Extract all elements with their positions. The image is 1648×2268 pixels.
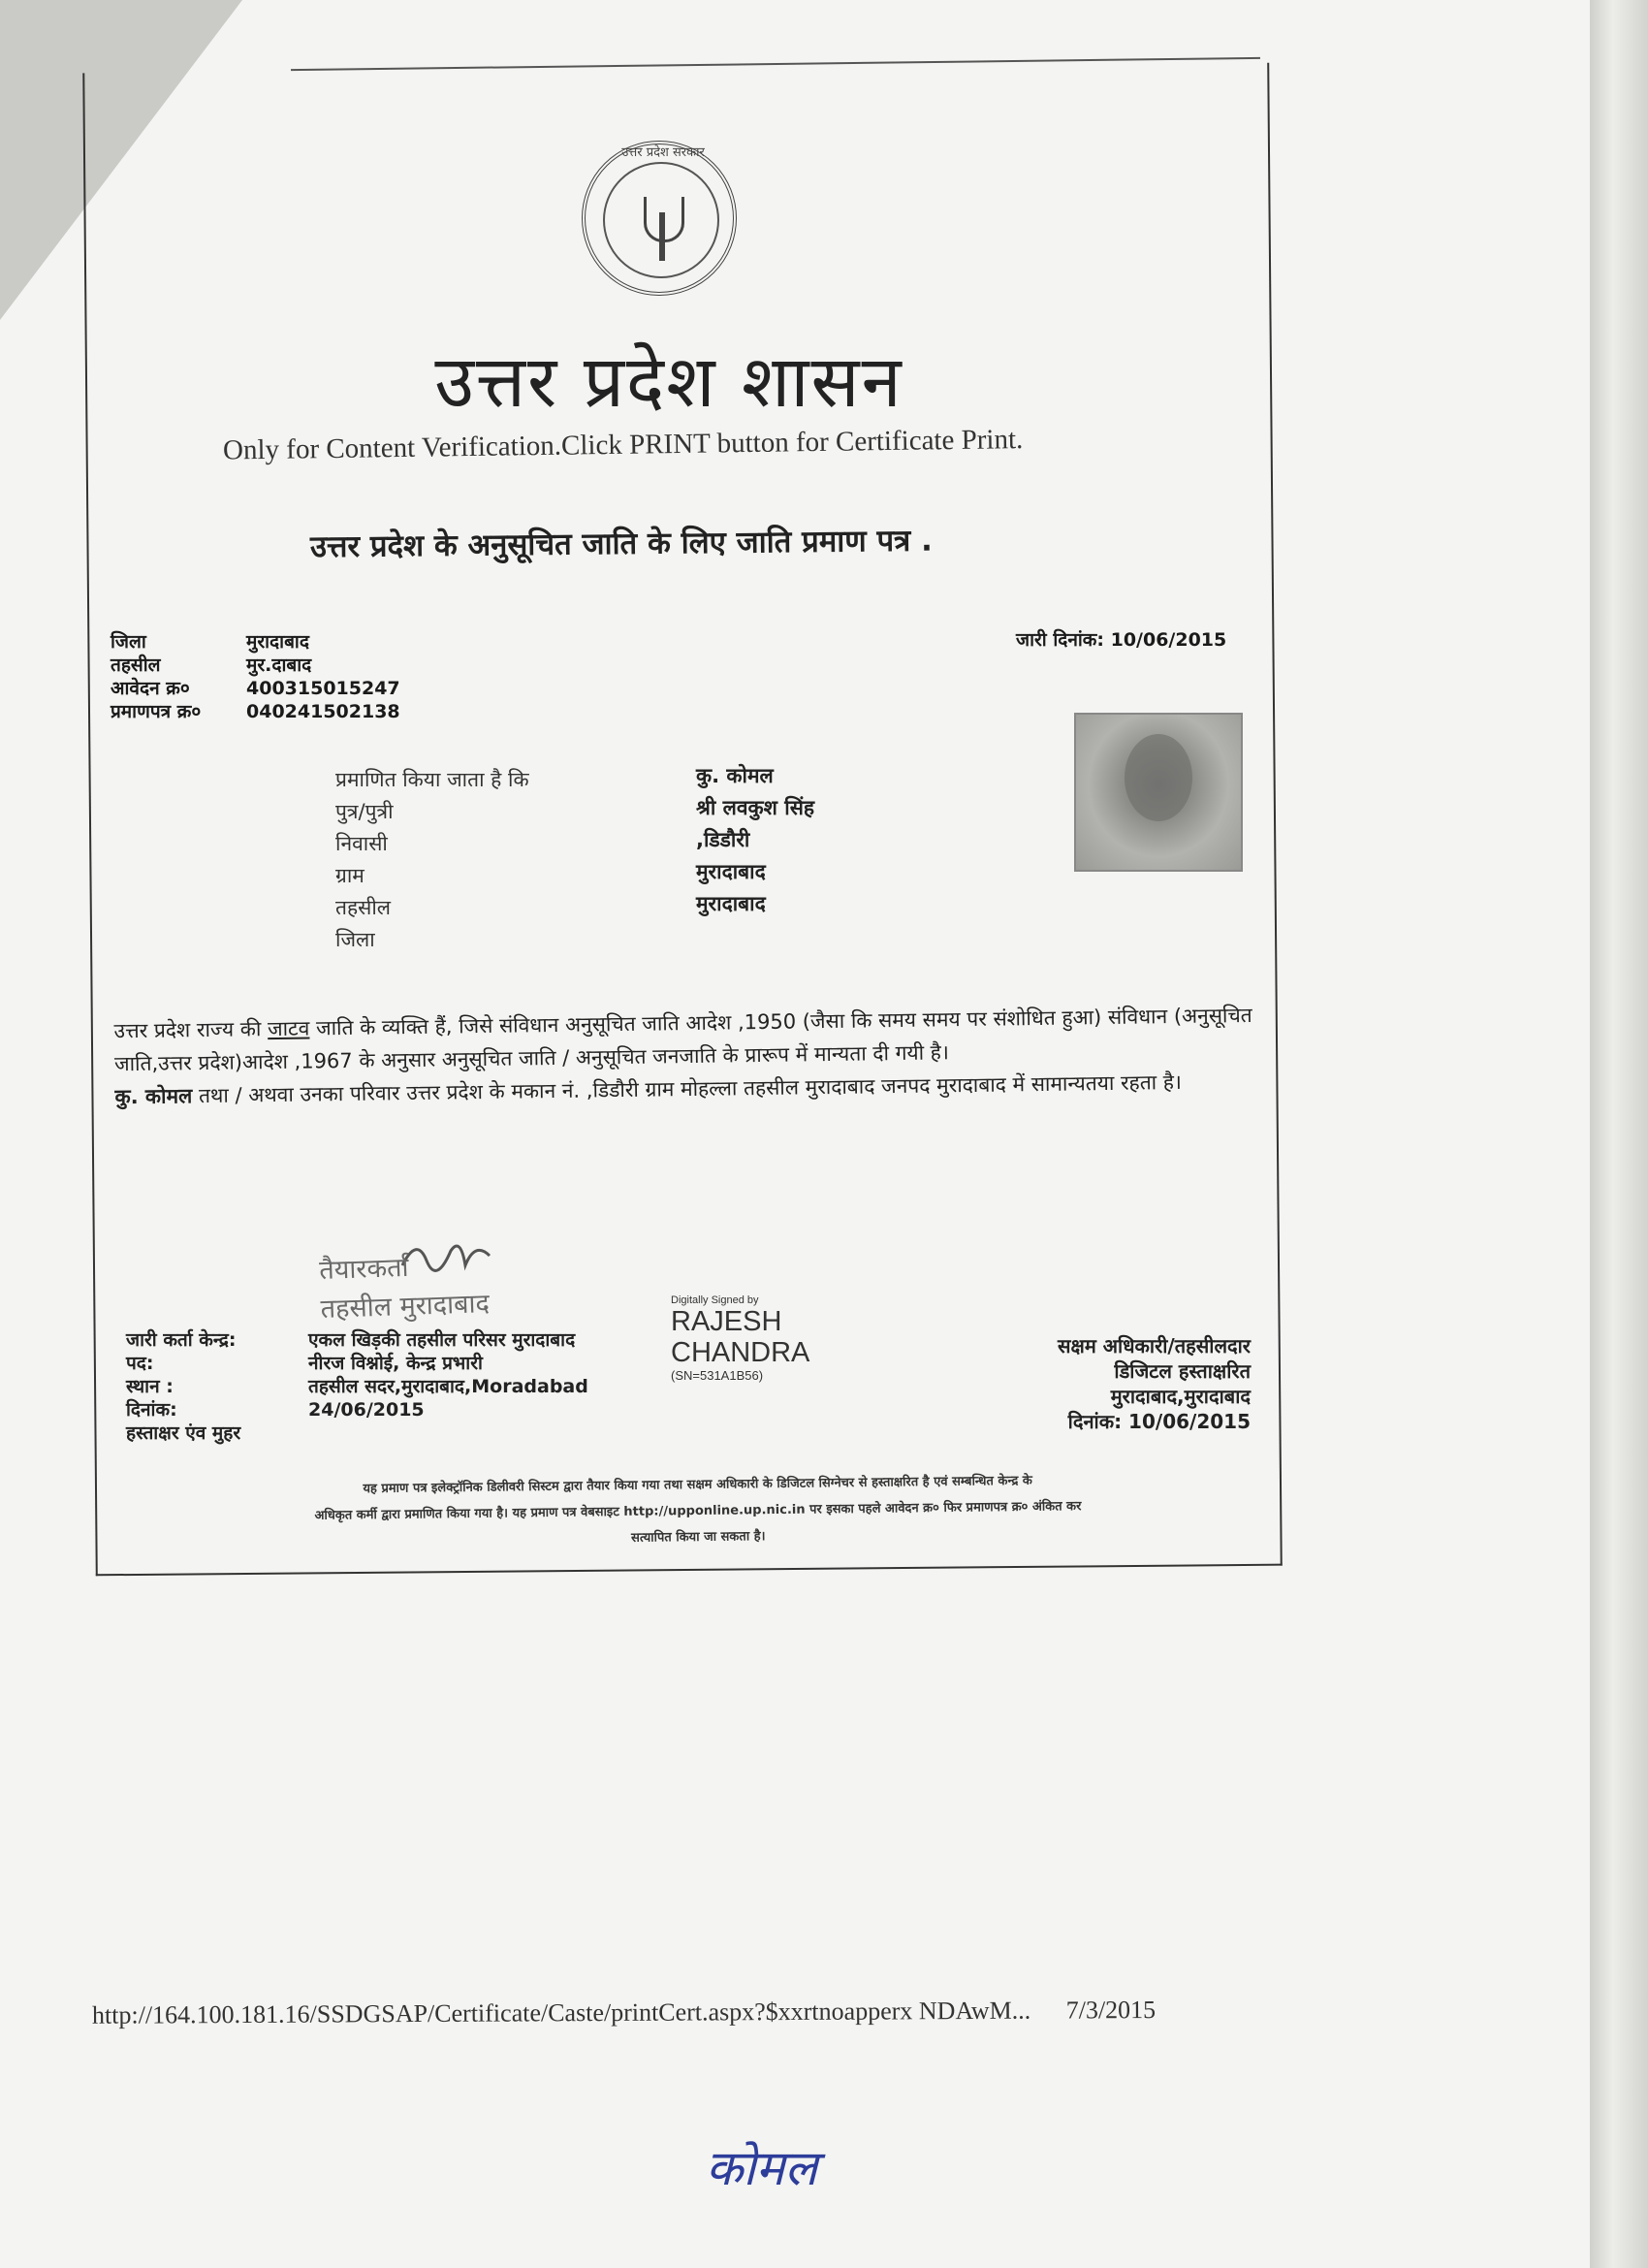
detail-label: जिला [111, 631, 146, 653]
certify-label: ग्राम [335, 864, 364, 887]
certify-label: पुत्र/पुत्री [335, 800, 394, 823]
issuer-label: हस्ताक्षर एंव मुहर [126, 1422, 241, 1444]
print-date: 7/3/2015 [1065, 1996, 1157, 2025]
issuer-row [126, 1352, 588, 1375]
issuer-value: एकल खिड़की तहसील परिसर मुरादाबाद [308, 1329, 576, 1351]
issuer-row [126, 1398, 588, 1421]
stamp-line: तहसील मुरादाबाद [320, 1288, 491, 1326]
certify-labels [335, 764, 529, 956]
issue-date: जारी दिनांक: 10/06/2015 [1016, 629, 1227, 651]
statement-text: उत्तर प्रदेश राज्य की [113, 1017, 262, 1043]
detail-value: मुरादाबाद [246, 631, 309, 653]
footer-line: अधिकृत कर्मी द्वारा प्रमाणित किया गया है। यह प्रमाण पत्र वेबसाइट http://upponline.up.nic.in पर इसका पहले आवेदन क्र० फिर प्रमाणपत्र क्र० अंकित कर [314, 1499, 1082, 1523]
emblem-text: उत्तर प्रदेश सरकार [621, 145, 705, 160]
certificate-statement [113, 999, 1268, 1114]
detail-label: तहसील [111, 655, 161, 676]
page-edge [1590, 0, 1648, 2268]
signer-name: RAJESH [671, 1306, 782, 1337]
district-value: मुरादाबाद [696, 892, 766, 915]
application-details [111, 630, 400, 723]
applicant-photo [1074, 713, 1243, 872]
residence-statement: तथा / अथवा उनका परिवार उत्तर प्रदेश के मकान नं. ,डिडौरी ग्राम मोहल्ला तहसील मुरादाबाद जनपद मुरादाबाद में सामान्यतया रहता है। [198, 1070, 1183, 1108]
tehsil-value: मुरादाबाद [696, 860, 766, 883]
certify-values [696, 760, 814, 920]
detail-value: मुर.दाबाद [246, 655, 312, 676]
up-government-emblem [582, 141, 737, 296]
footer-line: यह प्रमाण पत्र इलेक्ट्रॉनिक डिलीवरी सिस्टम द्वारा तैयार किया गया तथा सक्षम अधिकारी के डिजिटल सिग्नेचर से हस्ताक्षरित है एवं सम्बन्धित केन्द्र के [363, 1473, 1032, 1497]
detail-label: आवेदन क्र० [111, 678, 190, 699]
print-url: http://164.100.181.16/SSDGSAP/Certificate/Caste/printCert.aspx?$xxrtnoapperx NDAwM... [91, 1996, 1031, 2029]
certify-label: प्रमाणित किया जाता है कि [335, 768, 529, 791]
signature-serial: (SN=531A1B56) [671, 1368, 764, 1383]
statement-text: जाति के व्यक्ति हैं, जिसे संविधान अनुसूचित जाति आदेश ,1950 (जैसा कि समय समय पर संशोधित हुआ) संविधान (अनुसूचित जाति,उत्तर प्रदेश)आदेश ,1967 के अनुसार अनुसूचित जाति / अनुसूचित जनजाति के प्रारूप में मान्यता दी गयी है। [113, 1003, 1252, 1076]
emblem-inner-ring [603, 162, 719, 278]
stamp-line: तैयारकर्ता [318, 1252, 410, 1287]
bow-icon [659, 212, 665, 261]
officer-line: डिजिटल हस्ताक्षरित [1114, 1359, 1251, 1383]
issuer-value: नीरज विश्नोई, केन्द्र प्रभारी [308, 1353, 483, 1374]
issuer-row [126, 1328, 588, 1352]
applicant-name: कु. कोमल [696, 764, 774, 787]
issuer-label: दिनांक: [126, 1399, 177, 1421]
signer-name: CHANDRA [671, 1337, 810, 1368]
handwritten-name: कोमल [706, 2140, 818, 2196]
print-footer [92, 1994, 1488, 2030]
officer-date: दिनांक: 10/06/2015 [1067, 1410, 1251, 1433]
issuer-value: 24/06/2015 [308, 1399, 425, 1421]
certify-label: तहसील [335, 896, 391, 919]
detail-value: 040241502138 [246, 701, 400, 722]
applicant-name-inline: कु. कोमल [114, 1084, 193, 1109]
competent-officer [984, 1333, 1251, 1434]
page-title: उत्तर प्रदेश शासन [434, 340, 903, 424]
detail-row-application-number [111, 677, 400, 700]
digital-signature [671, 1294, 809, 1383]
detail-label: प्रमाणपत्र क्र० [111, 701, 202, 722]
issuer-label: पद: [126, 1353, 154, 1374]
verification-note: Only for Content Verification.Click PRINT button for Certificate Print. [222, 424, 1024, 466]
footer-note [145, 1465, 1252, 1557]
issuer-row [126, 1375, 588, 1398]
caste-name: जाटव [267, 1016, 310, 1041]
officer-line: मुरादाबाद,मुरादाबाद [1110, 1385, 1251, 1408]
officer-line: सक्षम अधिकारी/तहसीलदार [1057, 1334, 1251, 1358]
certify-label: जिला [335, 928, 375, 951]
footer-line: सत्यापित किया जा सकता है। [631, 1529, 766, 1546]
parent-name: श्री लवकुश सिंह [696, 796, 815, 819]
issuer-details [126, 1328, 588, 1445]
issuer-row [126, 1421, 588, 1445]
residence: ,डिडौरी [696, 828, 750, 851]
issuer-value: तहसील सदर,मुरादाबाद,Moradabad [308, 1376, 588, 1397]
certificate-subtitle: उत्तर प्रदेश के अनुसूचित जाति के लिए जाति प्रमाण पत्र . [309, 523, 933, 565]
signature-caption: Digitally Signed by [671, 1294, 759, 1306]
photo-face [1125, 734, 1192, 821]
detail-value: 400315015247 [246, 678, 400, 699]
issuer-label: जारी कर्ता केन्द्र: [126, 1329, 237, 1351]
tehsil-stamp [319, 1246, 491, 1329]
detail-row-tehsil [111, 654, 400, 677]
detail-row-district [111, 630, 400, 654]
certify-label: निवासी [335, 832, 388, 855]
detail-row-certificate-number [111, 700, 400, 723]
issuer-label: स्थान : [126, 1376, 174, 1397]
